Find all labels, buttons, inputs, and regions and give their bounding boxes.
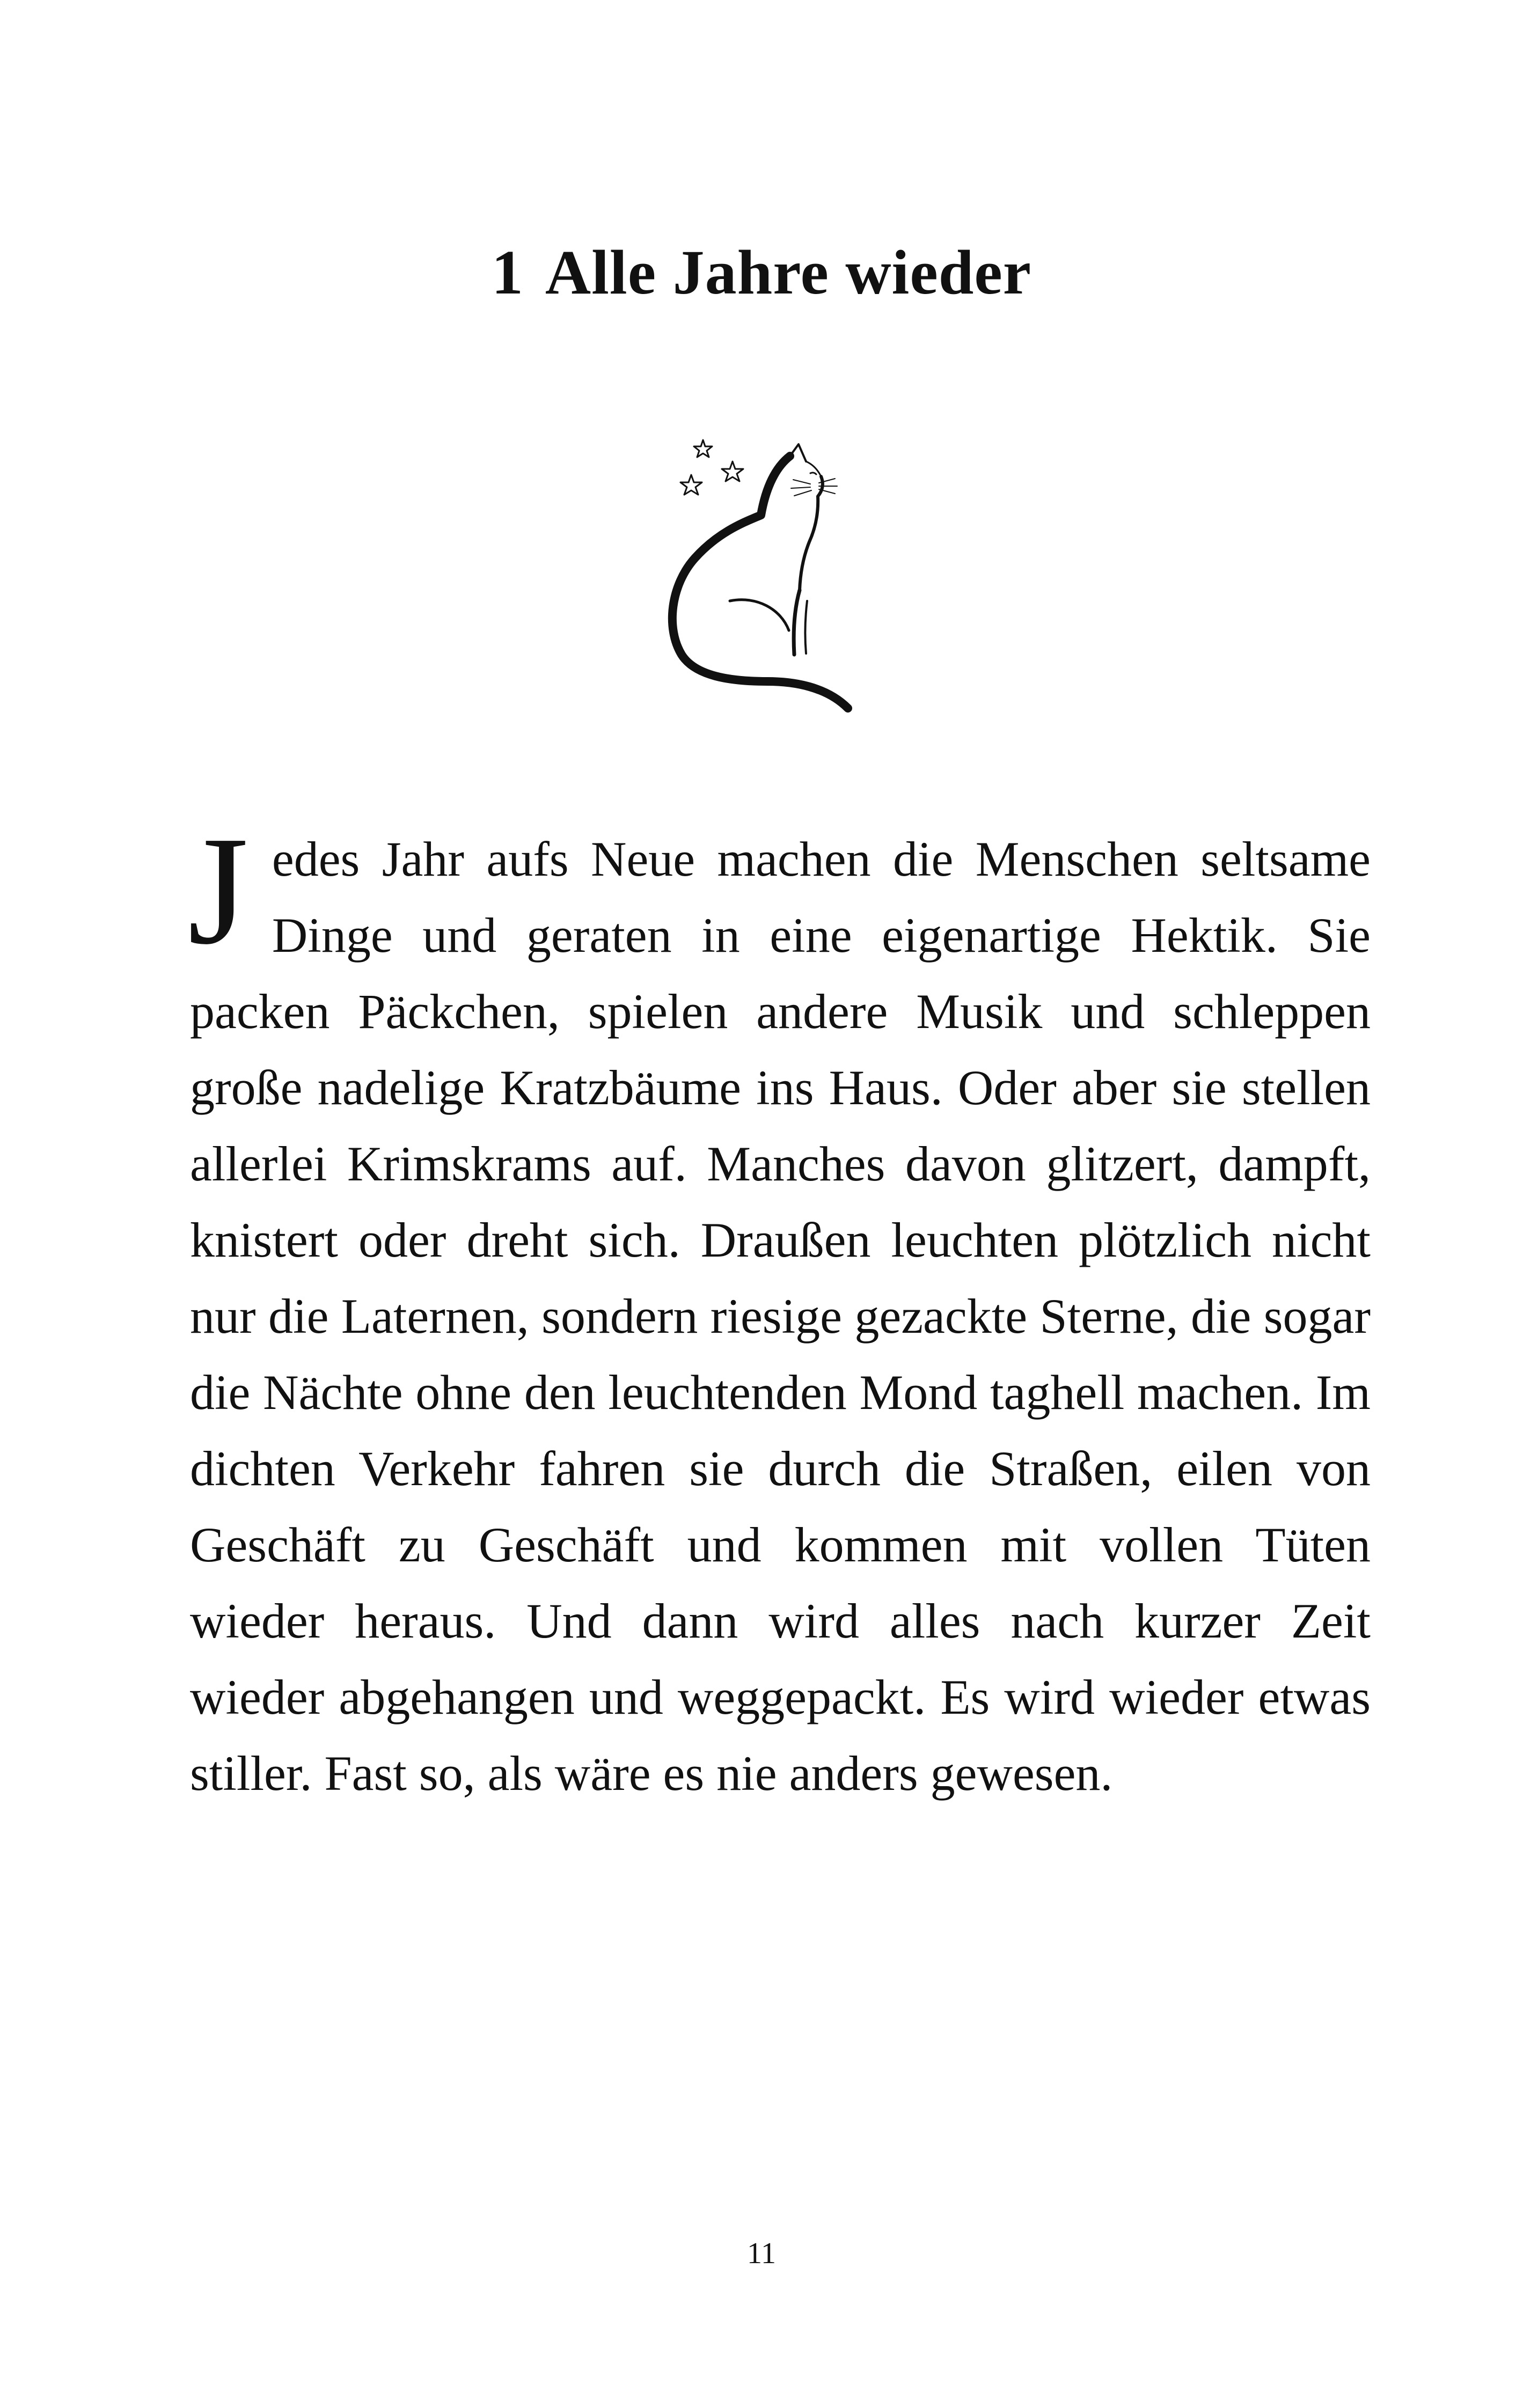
page-number: 11 <box>747 2237 776 2270</box>
drop-cap: J <box>188 804 248 977</box>
chapter-title <box>0 236 1523 309</box>
star-icon <box>694 440 712 457</box>
chapter-number: 1 <box>491 237 524 307</box>
star-icon <box>722 461 743 481</box>
cat-with-stars-icon <box>665 424 880 714</box>
chapter-title-text: Alle Jahre wieder <box>545 237 1032 307</box>
star-icon <box>680 475 702 495</box>
body-paragraph <box>188 804 1371 1811</box>
body-text: edes Jahr aufs Neue machen die Menschen seltsame Dinge und geraten in eine eigenartige Hektik. Sie packen Päckchen, spielen andere Musik und schleppen große nadelige Kratzbäume ins Haus. Oder aber sie stellen allerlei Krimskrams auf. Manches davon glitzert, dampft, knistert oder dreht sich. Draußen leuchten plötzlich nicht nur die Laternen, sondern riesige gezackte Sterne, die sogar die Nächte ohne den leuchtenden Mond taghell machen. Im dichten Verkehr fahren sie durch die Straßen, eilen von Geschäft zu Geschäft und kommen mit vollen Tüten wieder heraus. Und dann wird alles nach kurzer Zeit wieder abgehangen und weggepackt. Es wird wieder etwas stiller. Fast so, als wäre es nie anders gewesen. <box>190 832 1371 1801</box>
